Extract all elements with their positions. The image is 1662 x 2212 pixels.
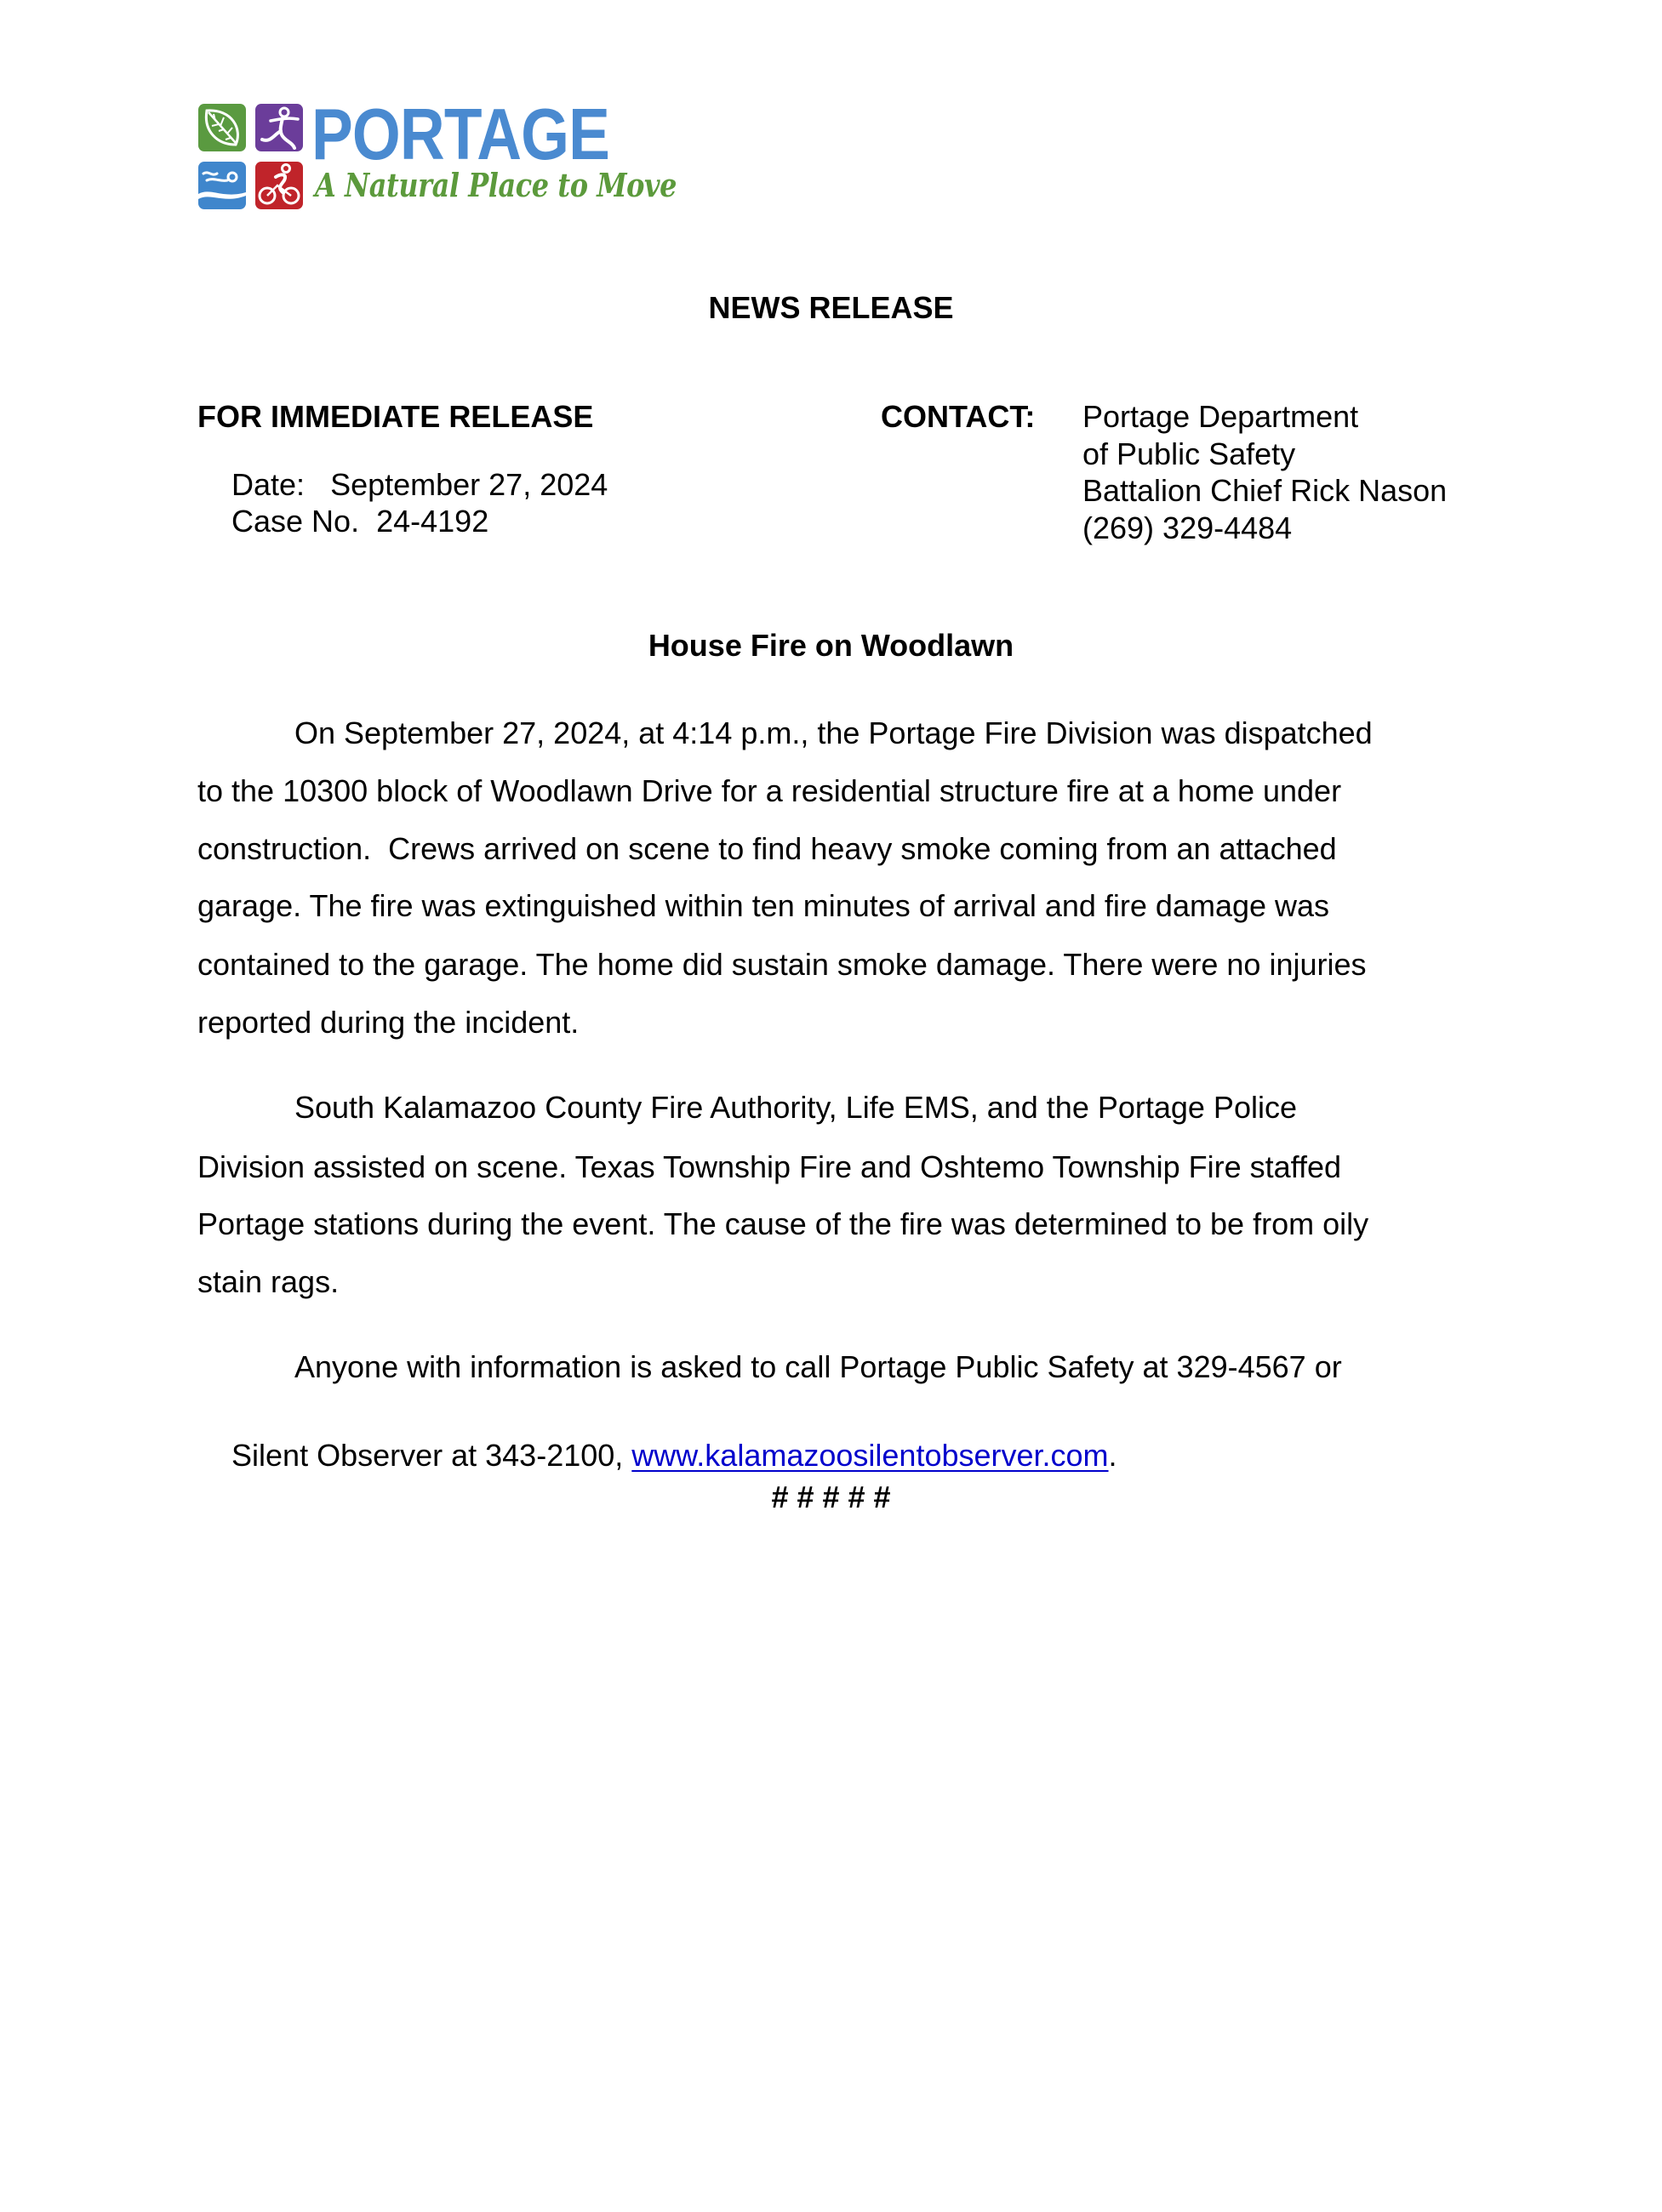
paragraph-line: Portage stations during the event. The cause of the fire was determined to be from oily	[197, 1206, 1369, 1241]
runner-icon	[255, 104, 303, 151]
leaf-icon	[198, 104, 246, 151]
cyclist-icon	[255, 162, 303, 209]
swimmer-icon	[198, 162, 246, 209]
case-value: 24-4192	[376, 504, 489, 539]
end-marks: # # # # #	[771, 1479, 891, 1514]
case-line	[197, 476, 488, 567]
paragraph-line: Anyone with information is asked to call Portage Public Safety at 329-4567 or	[294, 1349, 1342, 1384]
brand-tagline: A Natural Place to Move	[315, 166, 677, 204]
paragraph-line: Division assisted on scene. Texas Township Fire and Oshtemo Township Fire staffed	[197, 1149, 1342, 1184]
contact-department-cont: of Public Safety	[1082, 436, 1296, 471]
contact-label: CONTACT:	[881, 399, 1036, 434]
brand-name: PORTAGE	[311, 94, 610, 175]
date-label: Date:	[231, 467, 306, 502]
case-label: Case No.	[231, 504, 360, 539]
contact-person: Battalion Chief Rick Nason	[1082, 473, 1448, 508]
paragraph-line: garage. The fire was extinguished within ten minutes of arrival and fire damage was	[197, 888, 1330, 923]
paragraph-line: stain rags.	[197, 1264, 340, 1299]
news-release-heading: NEWS RELEASE	[708, 290, 954, 325]
contact-phone: (269) 329-4484	[1082, 510, 1293, 545]
contact-department: Portage Department	[1082, 399, 1359, 434]
paragraph-line: construction. Crews arrived on scene to find heavy smoke coming from an attached	[197, 831, 1337, 866]
release-title: House Fire on Woodlawn	[648, 628, 1014, 663]
paragraph-line: contained to the garage. The home did sustain smoke damage. There were no injuries	[197, 947, 1367, 982]
paragraph-line: South Kalamazoo County Fire Authority, Life EMS, and the Portage Police	[294, 1090, 1297, 1125]
silent-observer-link[interactable]: www.kalamazoosilentobserver.com	[631, 1438, 1109, 1473]
paragraph-text: .	[1108, 1438, 1117, 1473]
paragraph-text: Silent Observer at 343-2100,	[231, 1438, 632, 1473]
paragraph-line: reported during the incident.	[197, 1005, 580, 1040]
paragraph-line: to the 10300 block of Woodlawn Drive for a residential structure fire at a home under	[197, 773, 1342, 808]
paragraph-line: On September 27, 2024, at 4:14 p.m., the Portage Fire Division was dispatched	[294, 715, 1373, 750]
release-label: FOR IMMEDIATE RELEASE	[197, 399, 594, 434]
date-value: September 27, 2024	[330, 467, 608, 502]
